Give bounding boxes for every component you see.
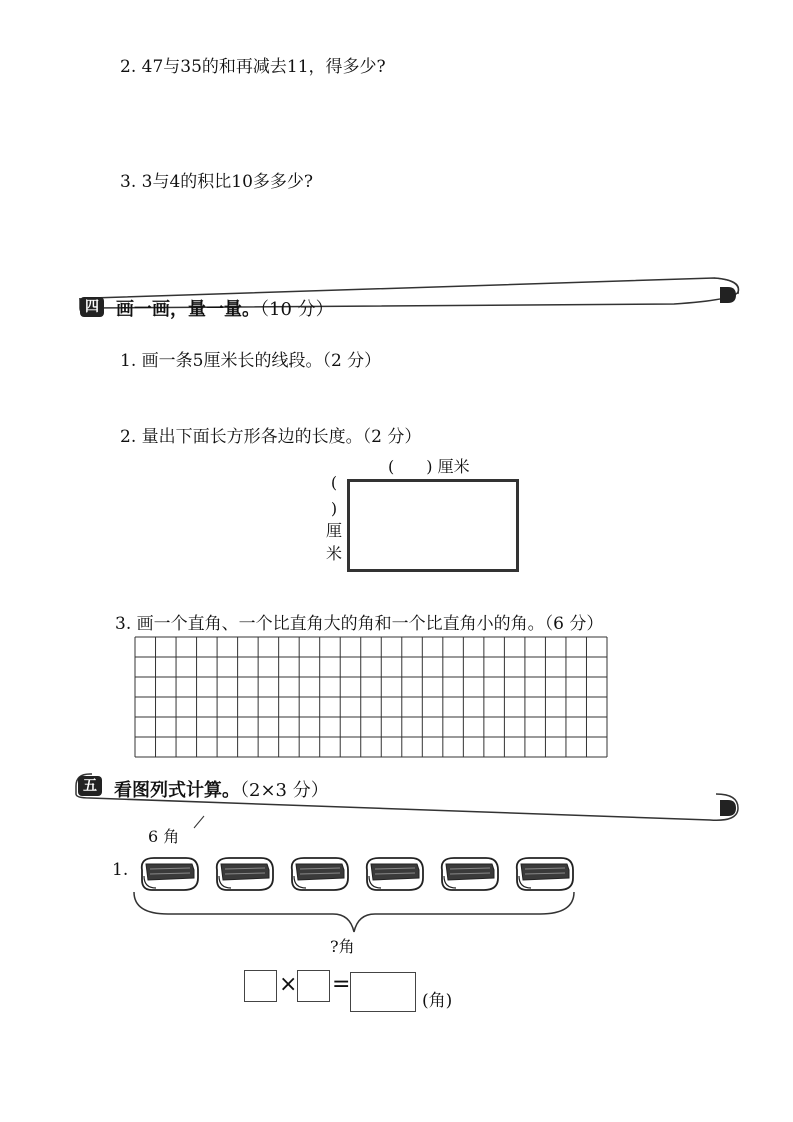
equals-sign: = [332, 972, 351, 997]
question-5-1-number: 1. [112, 860, 129, 880]
price-pointer [190, 812, 210, 832]
answer-box-factor-1[interactable] [244, 970, 277, 1002]
section-4-title [116, 295, 334, 321]
question-3-3: 3. 3与4的积比10多多少? [120, 172, 314, 192]
answer-box-product[interactable] [350, 972, 416, 1012]
rect-top-length-label: ( ) 厘米 [388, 457, 470, 476]
eraser-icon [217, 858, 273, 890]
section-4-number: 四 [80, 297, 104, 317]
question-4-1: 1. 画一条5厘米长的线段。（2 分） [120, 351, 382, 371]
section-4-title-text: 画一画，量一量。 [116, 299, 260, 320]
eraser-icon [292, 858, 348, 890]
section-5-title-text: 看图列式计算。 [114, 780, 240, 801]
measure-rectangle [347, 479, 519, 572]
eraser-icon [442, 858, 498, 890]
eraser-icon [367, 858, 423, 890]
total-brace [128, 890, 580, 936]
section-5-score: （2×3 分） [240, 780, 329, 801]
question-4-2: 2. 量出下面长方形各边的长度。（2 分） [120, 427, 422, 447]
rect-side-label-open: ( [330, 473, 338, 492]
times-sign: × [279, 972, 298, 997]
eraser-icon [142, 858, 198, 890]
section-5-title [114, 776, 329, 802]
answer-box-factor-2[interactable] [297, 970, 330, 1002]
price-label: 6 角 [148, 827, 180, 846]
drawing-grid[interactable] [134, 636, 608, 758]
rect-side-label-mi: 米 [325, 544, 342, 563]
eraser-icon [517, 858, 573, 890]
rect-side-label-li: 厘 [325, 521, 342, 540]
unit-label: (角) [422, 991, 453, 1011]
question-3-2: 2. 47与35的和再减去11，得多少? [120, 57, 386, 77]
total-label: ?角 [330, 937, 355, 956]
question-4-3: 3. 画一个直角、一个比直角大的角和一个比直角小的角。（6 分） [115, 614, 604, 634]
section-5-number: 五 [78, 776, 102, 796]
rect-side-label-close: ) [330, 499, 338, 518]
section-4-score: （10 分） [260, 299, 334, 320]
